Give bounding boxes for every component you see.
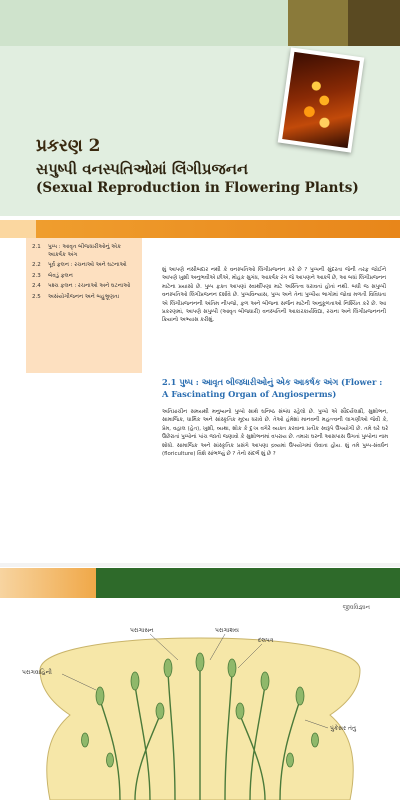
intro-paragraph: શું આપણે નસીબદાર નથી કે વનસ્પતિઓ લિંગીપ્રજનન કરે છે ? પુષ્પની સુંદરતા જેની તરફ જોઈને આપણે ખુશી અનુભવીએ છીએ, મોહક સુગંધ, આકર્ષક રંગ જે આપણને આકર્ષે છે, આ બધાં લિંગીપ્રજનન માટેના પ્રયાસો છે. પુષ્પ ફક્ત આપણાં સ્વાર્થીપણા માટે અસ્તિત્વ ધરાવતાં હોતાં નથી. બધી જ સપુષ્પી વનસ્પતિઓ લિંગીપ્રજનન દર્શાવે છે. પુષ્પવિન્યાસ, પુષ્પ અને તેના પુષ્પીય ભાગોમાં જોવા મળતી વિવિધતા એ લિંગીપ્રજનનની અંતિમ નીપજો, ફળ અને બીજના સર્જન માટેની અનુકૂળતાઓ નિશ્ચિત કરે છે. આ પ્રકરણમાં, આપણે સપુષ્પી (આવૃત બીજધારી) વનસ્પતિની આકારકાર્યવિદ્યા, રચના અને લિંગીપ્રજનનની ક્રિયાનો અભ્યાસ કરીશું. (162, 267, 387, 324)
label-pollen-tube: પરાગવાહિની (22, 669, 52, 676)
section-heading: 2.1 પુષ્પ : આવૃત બીજધારીઓનું એક આકર્ષક અંગ (Flower : A Fascinating Organ of Angiosperms) (162, 377, 383, 399)
page-gap (0, 563, 400, 567)
toc-item[interactable]: 2.3 બેવડું ફલન (32, 272, 73, 279)
label-stigma-right: પરાગાશય (215, 627, 239, 634)
toc-item[interactable]: 2.4 પશ્ચ ફલન : રચનાઓ અને ઘટનાઓ (32, 283, 131, 289)
section-paragraph: અતિપ્રાચીન સમયથી મનુષ્યનો પુષ્પો સાથે ઘનિષ્ઠ સંબંધ રહેલો છે. પુષ્પો એ સૌંદર્યલક્ષી, સુશોભન, સામાજિક, ધાર્મિક અને સાંસ્કૃતિક મૂલ્ય ધરાવે છે. તેઓ હંમેશાં માનવની મહત્ત્વની લાગણીઓ જેવી કે, પ્રેમ, વહાલ (હેત), ખુશી, વ્યથા, શોક કે દુઃખ વગેરે વ્યક્ત કરવાના પ્રતીક સ્વરૂપે ઉપયોગી છે. તમે ઘરે ઘરે ઉછેરાતાં પુષ્પોનાં પાંચ જાતો જણાવો કે સુશોભનમાં વપરાય છે. તમારા ઘરની આસપાસ ઉગતાં પુષ્પોના નામ શોધો. સામાજિક અને સાંસ્કૃતિક પ્રસંગે આપણા દ્રવ્યમાં ઉપયોગમાં લેવાતા હોય. શું તમે પુષ્પ-સંવર્ધન (floriculture) વિશે સાંભળ્યું છે ? તેનો સંદર્ભ શું છે ? (162, 409, 388, 458)
label-stigma-left: પરાગાસન (130, 627, 154, 634)
page-subject-label: જીવવિજ્ઞાન (342, 604, 370, 611)
orange-divider (0, 220, 400, 238)
chapter-contents (26, 238, 142, 373)
toc-item[interactable]: 2.1 પુષ્પ : આવૃત બીજધારીઓનું એક આકર્ષક અંગ (32, 244, 121, 258)
label-ovary: દલપત્ર (258, 637, 274, 644)
chapter-title-english: (Sexual Reproduction in Flowering Plants) (36, 180, 359, 196)
toc-item[interactable]: 2.5 અસંયોગીજનન અને બહુભ્રૂણતા (32, 293, 120, 300)
chapter-title-gujarati: સપુષ્પી વનસ્પતિઓમાં લિંગીપ્રજનન (36, 160, 249, 178)
next-page-orange-strip (0, 568, 96, 598)
header-band (0, 0, 400, 46)
label-filament: પુંકેસર તંતુ (330, 725, 356, 732)
flower-photo (278, 47, 365, 152)
next-page-green-bar (96, 568, 400, 598)
toc-item[interactable]: 2.2 પૂર્વ ફલન : રચનાઓ અને ઘટનાઓ (32, 262, 127, 268)
chapter-label: પ્રકરણ 2 (36, 136, 101, 156)
flower-diagram (0, 610, 400, 800)
